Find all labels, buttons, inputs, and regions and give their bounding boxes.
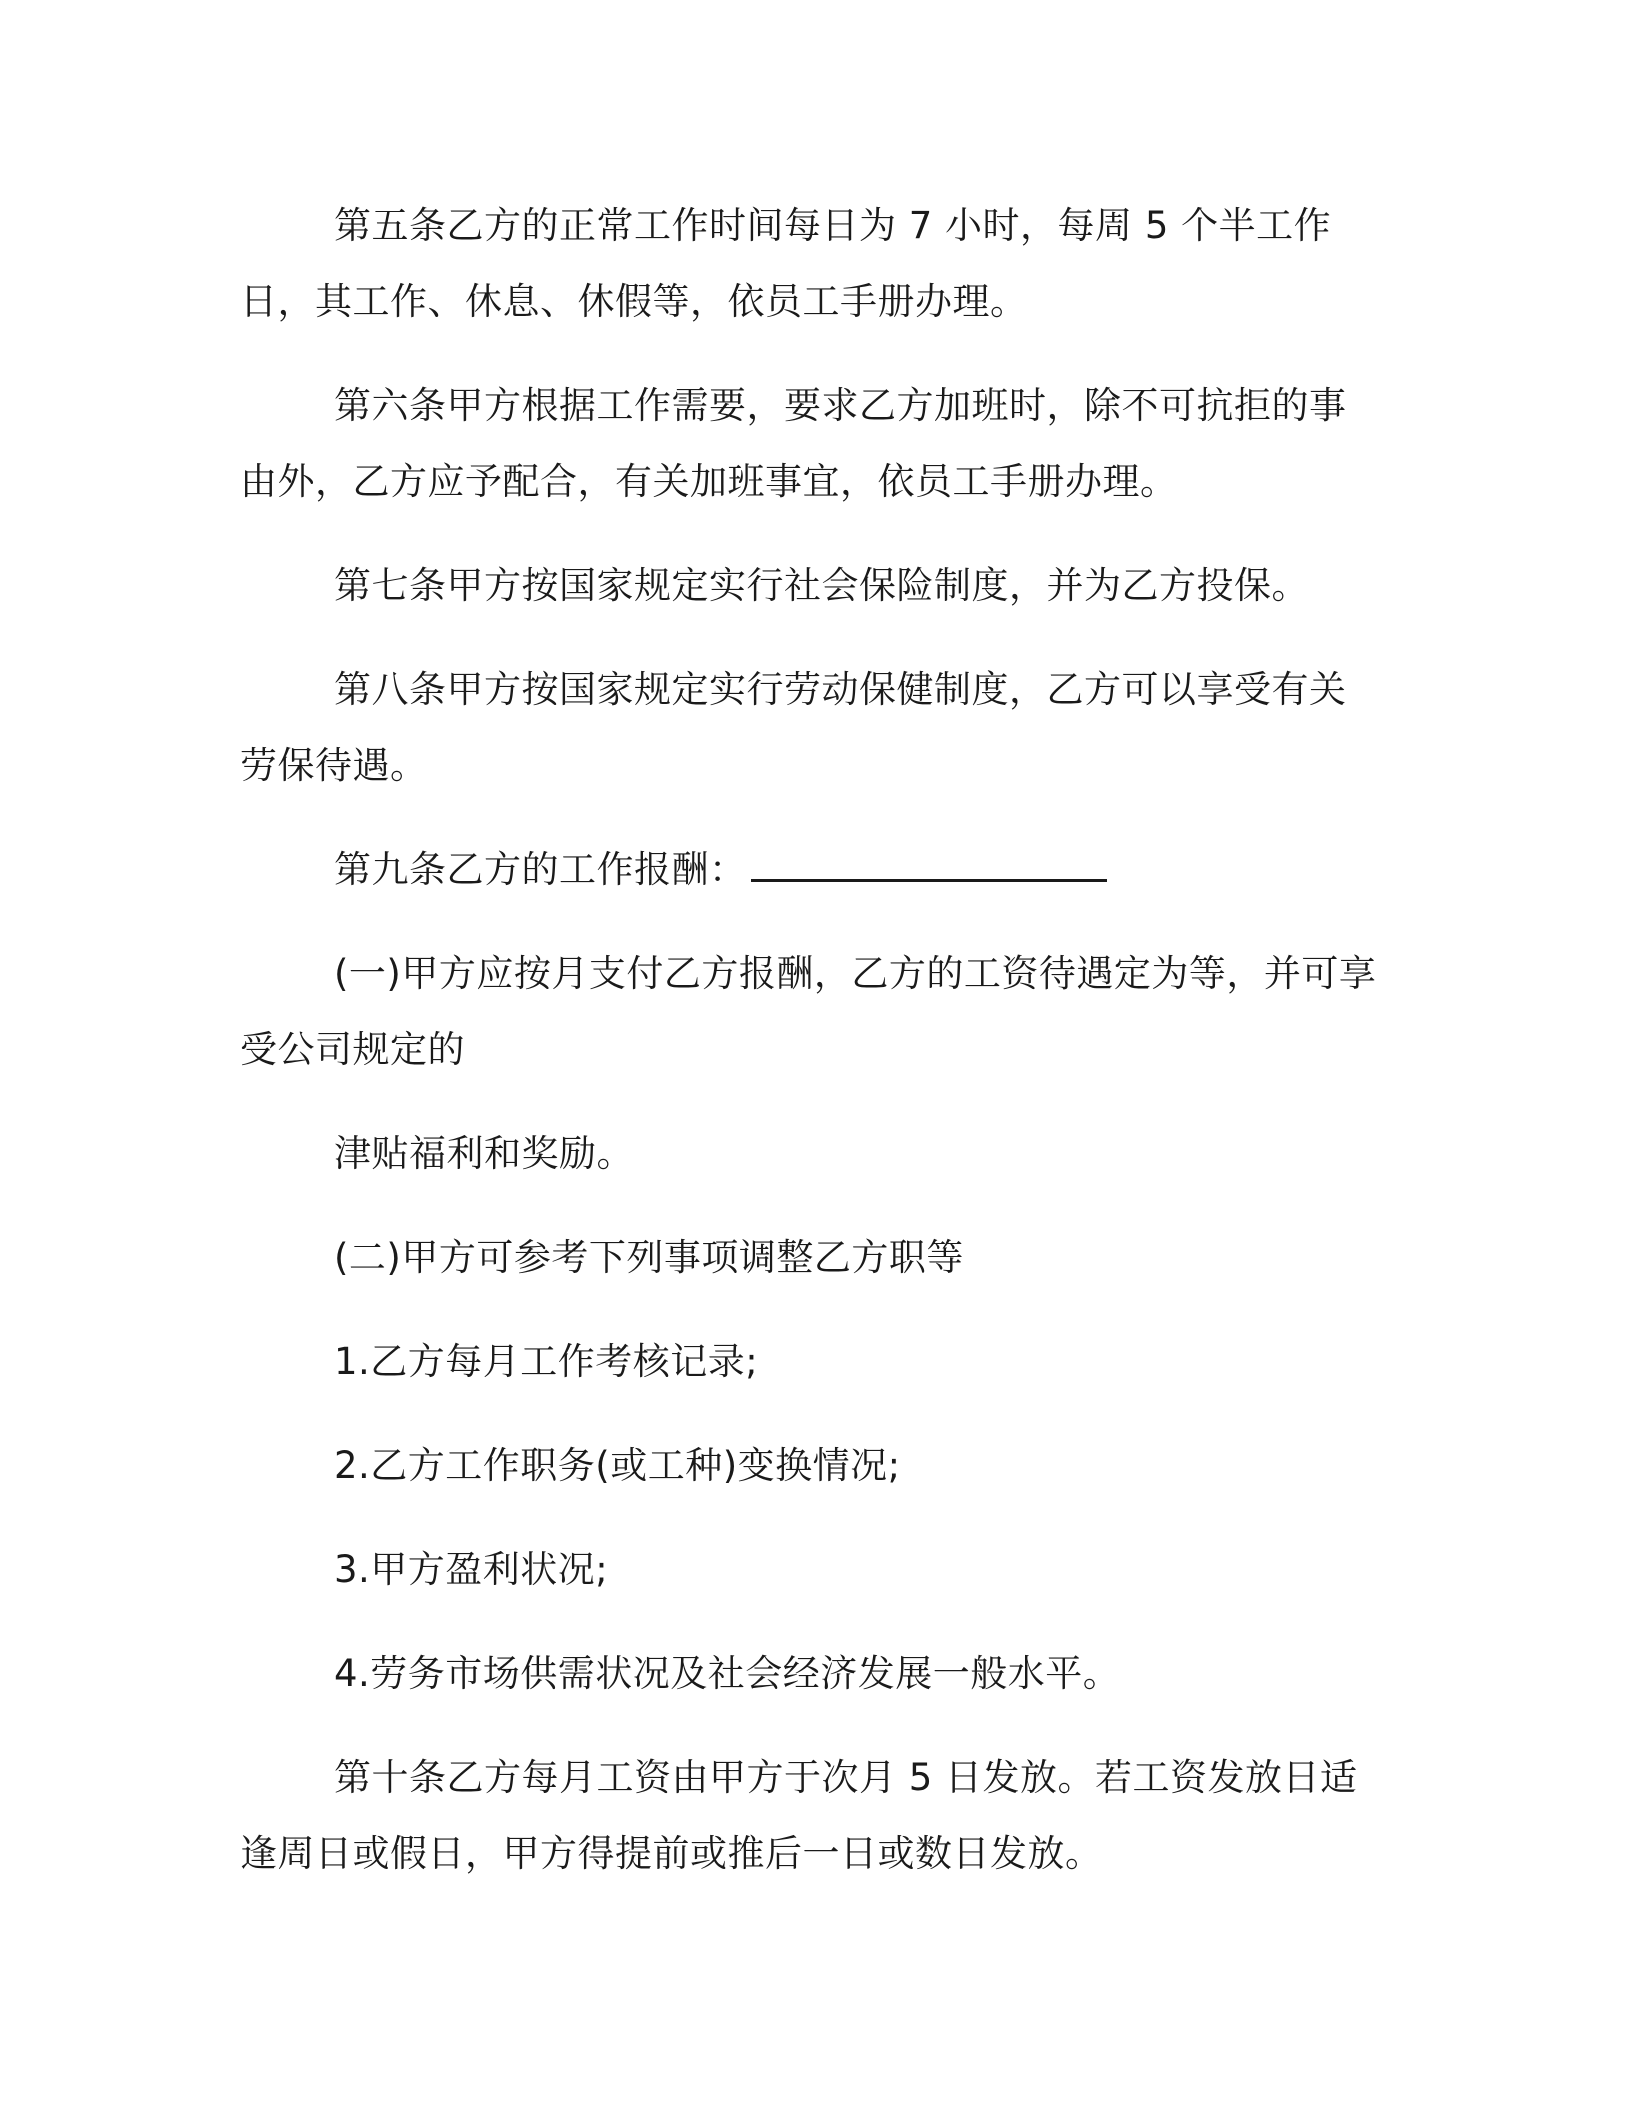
clause-2-paragraph: (二)甲方可参考下列事项调整乙方职等 (334, 1236, 964, 1279)
clause-1-continuation: 津贴福利和奖励。 (334, 1132, 634, 1175)
list-item-1: 1.乙方每月工作考核记录; (334, 1340, 759, 1383)
article-7-paragraph: 第七条甲方按国家规定实行社会保险制度，并为乙方投保。 (334, 564, 1309, 607)
article-9-label: 第九条乙方的工作报酬： (334, 848, 747, 891)
article-9-paragraph (240, 832, 1380, 908)
list-item-2: 2.乙方工作职务(或工种)变换情况; (334, 1444, 901, 1487)
list-item-4: 4.劳务市场供需状况及社会经济发展一般水平。 (334, 1652, 1121, 1695)
document-body (240, 188, 1380, 1920)
article-8-paragraph: 第八条甲方按国家规定实行劳动保健制度，乙方可以享受有关劳保待遇。 (240, 668, 1347, 787)
article-10-paragraph: 第十条乙方每月工资由甲方于次月 5 日发放。若工资发放日适逢周日或假日，甲方得提前或推后一日或数日发放。 (240, 1756, 1358, 1875)
list-item-3: 3.甲方盈利状况; (334, 1548, 609, 1591)
article-5-paragraph: 第五条乙方的正常工作时间每日为 7 小时，每周 5 个半工作日，其工作、休息、休假等，依员工手册办理。 (240, 204, 1332, 323)
fill-in-blank-line (751, 845, 1107, 882)
clause-1-paragraph: (一)甲方应按月支付乙方报酬，乙方的工资待遇定为等，并可享受公司规定的 (240, 952, 1377, 1071)
article-6-paragraph: 第六条甲方根据工作需要，要求乙方加班时，除不可抗拒的事由外，乙方应予配合，有关加班事宜，依员工手册办理。 (240, 384, 1347, 503)
